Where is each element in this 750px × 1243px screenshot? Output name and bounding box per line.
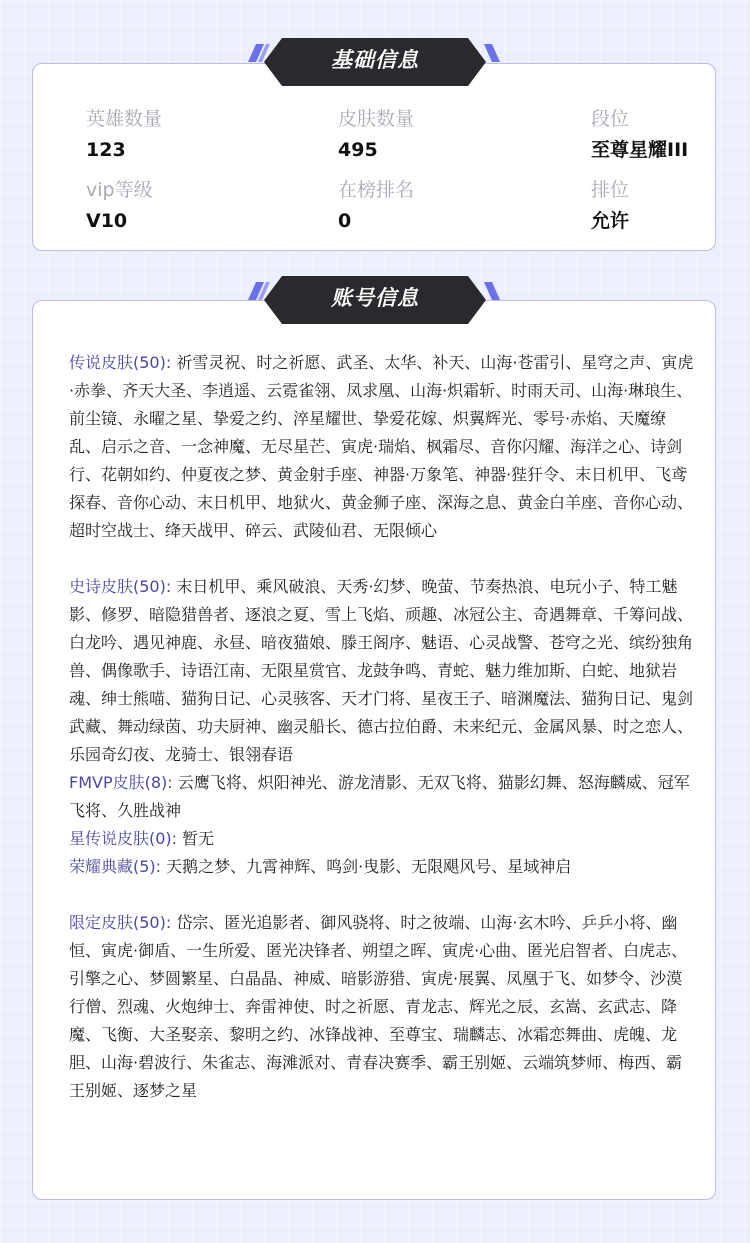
category-items: 岱宗、匿光追影者、御风骁将、时之彼端、山海·玄木吟、乒乒小将、幽恒、寅虎·御盾、一生所爱、匿光决锋者、朔望之晖、寅虎·心曲、匿光启智者、白虎志、引擎之心、梦圆繁星、白晶晶、神威、暗影游猎、寅虎·展翼、凤凰于飞、如梦令、沙漠行僧、烈魂、火炮绅士、奔雷神使、时之祈愿、青龙志、辉光之辰、玄嵩、玄武志、降魔、飞衡、大圣娶亲、黎明之约、冰锋战神、至尊宝、瑞麟志、冰霜恋舞曲、虎魄、龙胆、山海·碧波行、朱雀志、海滩派对、青春决赛季、霸王别姬、云端筑梦师、梅西、霸王别姬、逐梦之星 bbox=[69, 913, 688, 1100]
stat-leaderboard-rank bbox=[338, 177, 414, 234]
category-label: 限定皮肤(50): bbox=[69, 913, 172, 932]
stat-label: 段位 bbox=[591, 108, 630, 130]
skin-category-legend bbox=[69, 349, 695, 545]
skin-category-fmvp bbox=[69, 769, 695, 825]
section-title: 账号信息 bbox=[331, 286, 419, 310]
stat-value: 0 bbox=[338, 210, 352, 232]
skin-category-glory bbox=[69, 853, 695, 881]
category-items: 祈雪灵祝、时之祈愿、武圣、太华、补天、山海·苍雷引、星穹之声、寅虎·赤拳、齐天大圣、李逍遥、云霓雀翎、凤求凰、山海·炽霜斩、时雨天司、山海·琳琅生、前尘镜、永曜之星、挚爱之约、淬星耀世、挚爱花嫁、炽翼辉光、零号·赤焰、天魔缭乱、启示之音、一念神魔、无尽星芒、寅虎·瑞焰、枫霜尽、音你闪耀、海洋之心、诗剑行、花朝如约、仲夏夜之梦、黄金射手座、神器·万象笔、神器·狴犴令、末日机甲、飞鸢探春、音你心动、末日机甲、地狱火、黄金狮子座、深海之息、黄金白羊座、音你心动、超时空战士、绛天战甲、碎云、武陵仙君、无限倾心 bbox=[69, 353, 694, 540]
basic-info-header bbox=[0, 38, 750, 86]
category-items: 天鹅之梦、九霄神辉、鸣剑·曳影、无限飓风号、星域神启 bbox=[166, 857, 572, 876]
stat-value: 允许 bbox=[591, 210, 630, 232]
category-label: 荣耀典藏(5): bbox=[69, 857, 162, 876]
stat-label: 排位 bbox=[591, 179, 630, 201]
stat-value: 123 bbox=[86, 139, 126, 161]
account-info-header bbox=[0, 276, 750, 324]
category-label: 传说皮肤(50): bbox=[69, 353, 172, 372]
stat-skin-count bbox=[338, 106, 414, 163]
category-label: FMVP皮肤(8): bbox=[69, 773, 173, 792]
skin-category-epic bbox=[69, 573, 695, 769]
stat-label: vip等级 bbox=[86, 179, 153, 201]
skin-list bbox=[69, 349, 695, 1105]
stat-label: 在榜排名 bbox=[338, 179, 415, 201]
category-items: 云鹰飞将、炽阳神光、游龙清影、无双飞将、猫影幻舞、怒海麟威、冠军飞将、久胜战神 bbox=[69, 773, 690, 820]
stat-hero-count bbox=[86, 106, 162, 163]
stat-label: 英雄数量 bbox=[86, 108, 163, 130]
stat-value: V10 bbox=[86, 210, 128, 232]
section-title: 基础信息 bbox=[331, 48, 419, 72]
stat-vip-level bbox=[86, 177, 153, 234]
category-label: 史诗皮肤(50): bbox=[69, 577, 172, 596]
category-items: 暂无 bbox=[182, 829, 215, 848]
skin-category-limited bbox=[69, 909, 695, 1105]
basic-info-card bbox=[32, 63, 716, 251]
stat-value: 495 bbox=[338, 139, 378, 161]
stat-ranked-allowed bbox=[591, 177, 629, 234]
category-items: 末日机甲、乘风破浪、天秀·幻梦、晚萤、节奏热浪、电玩小子、特工魅影、修罗、暗隐猎兽者、逐浪之夏、雪上飞焰、顽趣、冰冠公主、奇遇舞章、千筹问战、白龙吟、遇见神鹿、永昼、暗夜猫娘、滕王阁序、魅语、心灵战警、苍穹之光、缤纷独角兽、偶像歌手、诗语江南、无限星赏官、龙鼓争鸣、青蛇、魅力维加斯、白蛇、地狱岩魂、绅士熊喵、猫狗日记、心灵骇客、天才门将、星夜王子、暗渊魔法、猫狗日记、鬼剑武藏、舞动绿茵、功夫厨神、幽灵船长、德古拉伯爵、未来纪元、金属风暴、时之恋人、乐园奇幻夜、龙骑士、银翎春语 bbox=[69, 577, 694, 764]
account-info-card bbox=[32, 300, 716, 1200]
stat-label: 皮肤数量 bbox=[338, 108, 415, 130]
skin-category-star-legend bbox=[69, 825, 695, 853]
category-label: 星传说皮肤(0): bbox=[69, 829, 178, 848]
stat-value: 至尊星耀III bbox=[591, 139, 689, 161]
stat-rank-tier bbox=[591, 106, 688, 163]
